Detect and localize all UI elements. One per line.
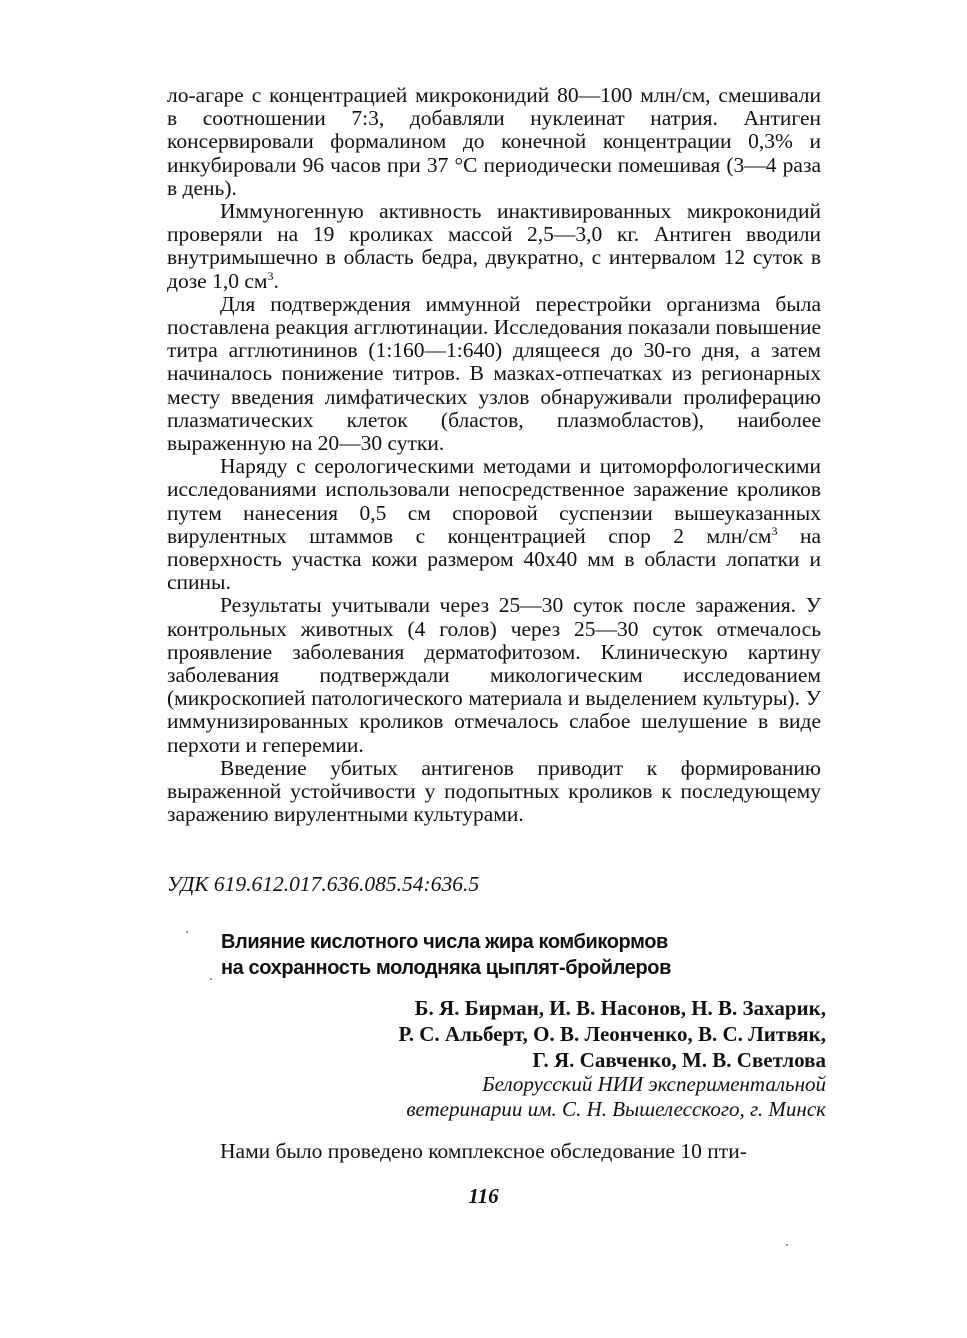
page-number: 116 (468, 1184, 499, 1208)
paragraph-3: Для подтверждения иммунной перестройки организма была поставлена реакция агглютинации. Исследования показали повышение титра агглютининов (1:160—1:640) длящееся до 30-го дня, а затем начиналось понижение титров. В мазках-отпечатках из регионарных месту введения лимфатических узлов обнаруживали пролиферацию плазматических клеток (бластов, плазмобластов), наиболее выраженную на 20—30 сутки. (167, 291, 821, 456)
closing-line: Нами было проведено комплексное обследование 10 пти- (220, 1139, 747, 1163)
udk-code: УДК 619.612.017.636.085.54:636.5 (167, 872, 480, 896)
authors-line-1: Б. Я. Бирман, И. В. Насонов, Н. В. Захарик, (414, 996, 826, 1020)
article-body (167, 84, 821, 827)
scan-speck (786, 1244, 788, 1246)
paragraph-6: Введение убитых антигенов приводит к формированию выраженной устойчивости у подопытных кроликов к последующему заражению вирулентными культурами. (167, 755, 821, 827)
article-title-line-2: на сохранность молодняка цыплят-бройлеров (221, 957, 671, 979)
superscript-cube: 3 (267, 268, 274, 283)
scan-speck (210, 978, 212, 980)
paragraph-4-tail: на поверхность участка кожи размером 40х40 мм в области лопатки и спины. (167, 523, 821, 595)
paragraph-4-text: Наряду с серологическими методами и цитоморфологическими исследованиями использовали непосредственное заражение кроликов путем нанесения 0,5 см споровой суспензии вышеуказанных вирулентных штаммов с концентрацией спор 2 млн/см (167, 454, 821, 548)
scan-speck (186, 931, 188, 933)
paragraph-2 (167, 200, 821, 293)
authors-line-3: Г. Я. Савченко, М. В. Светлова (532, 1048, 826, 1072)
paragraph-1: ло-агаре с концентрацией микроконидий 80—100 млн/см, смешивали в соотношении 7:3, добавляли нуклеинат натрия. Антиген консервировали формалином до конечной концентрации 0,3% и инкубировали 96 часов при 37 °С периодически помешивая (3—4 раза в день). (167, 83, 821, 200)
authors-line-2: Р. С. Альберт, О. В. Леонченко, В. С. Литвяк, (398, 1022, 826, 1046)
affiliation (266, 1072, 826, 1122)
paragraph-5: Результаты учитывали через 25—30 суток после заражения. У контрольных животных (4 голов) через 25—30 суток отмечалось проявление заболевания дерматофитозом. Клиническую картину заболевания подтверждали микологическим исследованием (микроскопией патологического материала и выделением культуры). У иммунизированных кроликов отмечалось слабое шелушение в виде перхоти и геперемии. (167, 593, 821, 757)
paragraph-4 (167, 455, 821, 594)
paragraph-2-text: Иммуногенную активность инактивированных микроконидий проверяли на 19 кроликах массой 2,5—3,0 кг. Антиген вводили внутримышечно в область бедра, двукратно, с интервалом 12 суток в дозе 1,0 см (167, 199, 821, 293)
article-title (221, 929, 781, 981)
article-title-line-1: Влияние кислотного числа жира комбикормов (221, 931, 668, 953)
superscript-cube: 3 (771, 523, 778, 538)
affiliation-line-1: Белорусский НИИ экспериментальной (482, 1072, 826, 1096)
authors (266, 995, 826, 1073)
paragraph-2-tail: . (273, 268, 279, 293)
affiliation-line-2: ветеринарии им. С. Н. Вышелесского, г. Минск (406, 1097, 826, 1121)
